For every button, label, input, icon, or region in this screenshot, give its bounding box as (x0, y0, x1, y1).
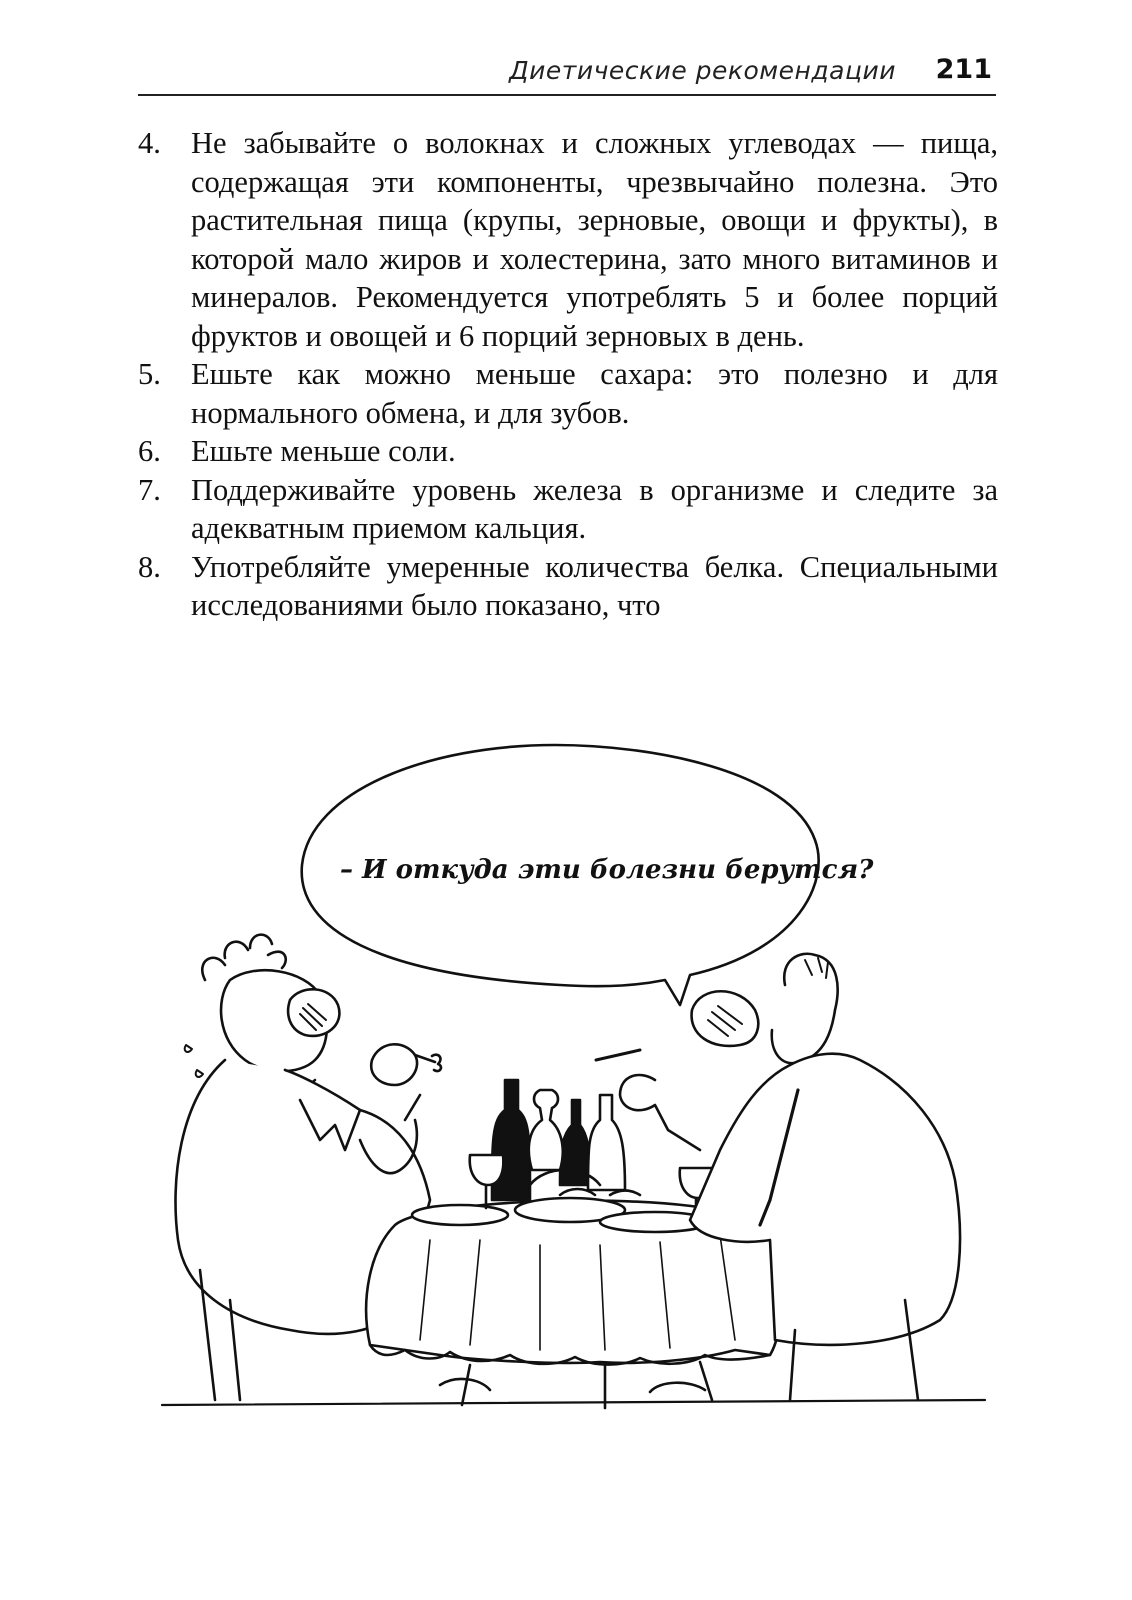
list-item (138, 355, 998, 432)
running-header (138, 52, 996, 96)
list-item (138, 124, 998, 355)
list-item (138, 432, 998, 471)
list-item-number: 8. (138, 549, 161, 584)
list-item-text: Не забывайте о волокнах и сложных углеводах — пища, содержащая эти компоненты, чрезвычайно полезна. Это растительная пища (крупы, зерновые, овощи и фрукты), в которой мало жиров и холестерина, зато много витаминов и минералов. Рекомендуется употреблять 5 и более порций фруктов и овощей и 6 порций зерновых в день. (191, 126, 998, 353)
list-item-text: Употребляйте умеренные количества белка. Специальными исследованиями было показано, что (191, 549, 998, 622)
floor-line (162, 1400, 985, 1405)
cartoon-illustration (150, 720, 990, 1420)
list-item-number: 5. (138, 357, 161, 391)
list-item-text: Ешьте меньше соли. (191, 434, 456, 468)
list-item-number: 7. (138, 472, 161, 507)
dining-table (366, 1080, 782, 1408)
recommendations-list (138, 124, 998, 625)
list-item-number: 6. (138, 434, 161, 468)
page-number: 211 (935, 54, 992, 85)
list-item (138, 471, 998, 548)
list-item-number: 4. (138, 126, 161, 160)
list-item (138, 548, 998, 625)
list-item-text: Ешьте как можно меньше сахара: это полезно и для нормального обмена, и для зубов. (191, 357, 998, 430)
running-header-title: Диетические рекомендации (509, 56, 896, 85)
speech-bubble-text: – И откуда эти болезни берутся? (340, 855, 874, 885)
list-item-text: Поддерживайте уровень железа в организме и следите за адекватным приемом кальция. (191, 472, 998, 545)
